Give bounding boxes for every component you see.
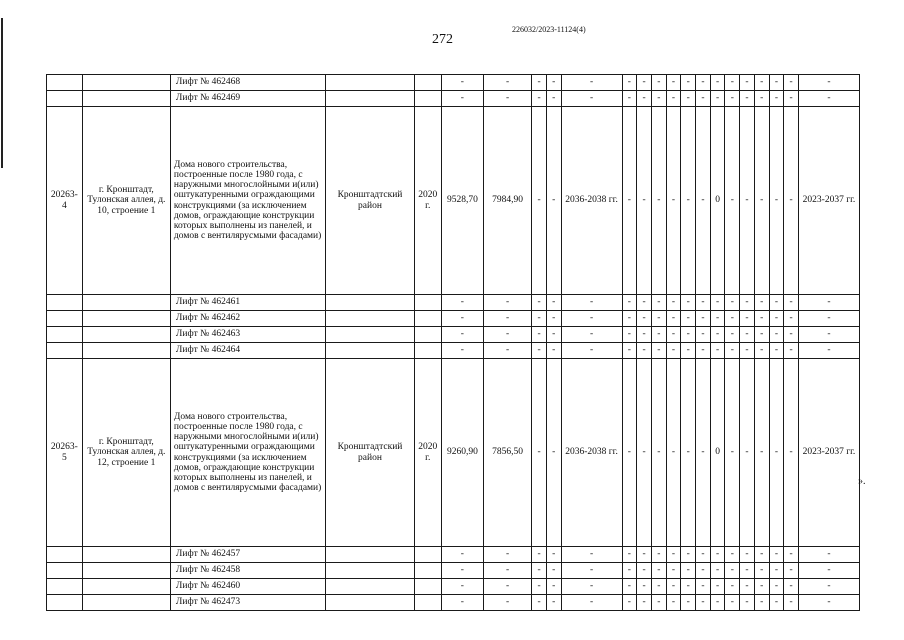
dash-cell: - bbox=[798, 327, 859, 343]
dash-cell: - bbox=[769, 75, 784, 91]
dash-cell: - bbox=[798, 343, 859, 359]
dash-cell: - bbox=[666, 547, 681, 563]
dash-cell: - bbox=[441, 311, 483, 327]
dash-cell: - bbox=[546, 75, 561, 91]
dash-cell: - bbox=[637, 359, 652, 547]
dash-cell: - bbox=[784, 91, 799, 107]
dash-cell: - bbox=[637, 579, 652, 595]
dash-cell: - bbox=[696, 343, 711, 359]
dash-cell: - bbox=[441, 595, 483, 611]
dash-cell: - bbox=[798, 295, 859, 311]
lift-row bbox=[47, 75, 860, 91]
dash-cell: - bbox=[710, 91, 725, 107]
number-cell bbox=[47, 91, 83, 107]
dash-cell: - bbox=[754, 595, 769, 611]
dash-cell: - bbox=[666, 595, 681, 611]
lift-row bbox=[47, 547, 860, 563]
dash-cell: - bbox=[546, 107, 561, 295]
dash-cell: - bbox=[666, 563, 681, 579]
address-cell bbox=[82, 295, 170, 311]
dash-cell: - bbox=[696, 75, 711, 91]
dash-cell: - bbox=[784, 595, 799, 611]
dash-cell: - bbox=[651, 107, 666, 295]
dash-cell: - bbox=[666, 91, 681, 107]
dash-cell: - bbox=[754, 327, 769, 343]
dash-cell: - bbox=[546, 311, 561, 327]
dash-cell: - bbox=[784, 311, 799, 327]
building-row bbox=[47, 359, 860, 547]
dash-cell: - bbox=[483, 343, 531, 359]
lift-row bbox=[47, 295, 860, 311]
dash-cell: - bbox=[651, 359, 666, 547]
year-cell bbox=[414, 563, 441, 579]
dash-cell: - bbox=[696, 295, 711, 311]
dash-cell: - bbox=[546, 91, 561, 107]
dash-cell: - bbox=[798, 311, 859, 327]
year-cell: 2020 г. bbox=[414, 107, 441, 295]
dash-cell: - bbox=[784, 563, 799, 579]
lift-row bbox=[47, 579, 860, 595]
dash-cell: - bbox=[769, 343, 784, 359]
dash-cell: - bbox=[769, 595, 784, 611]
dash-cell: - bbox=[740, 359, 755, 547]
dash-cell: - bbox=[532, 295, 547, 311]
dash-cell: - bbox=[725, 327, 740, 343]
dash-cell: - bbox=[622, 579, 637, 595]
year-cell: 2020 г. bbox=[414, 359, 441, 547]
year-cell bbox=[414, 595, 441, 611]
dash-cell: - bbox=[483, 563, 531, 579]
dash-cell: - bbox=[710, 579, 725, 595]
dash-cell: - bbox=[754, 107, 769, 295]
dash-cell: - bbox=[637, 295, 652, 311]
dash-cell: - bbox=[798, 91, 859, 107]
period-cell: 2036-2038 гг. bbox=[561, 107, 622, 295]
dash-cell: - bbox=[441, 579, 483, 595]
dash-cell: - bbox=[740, 595, 755, 611]
dash-cell: - bbox=[483, 75, 531, 91]
number-cell bbox=[47, 327, 83, 343]
dash-cell: - bbox=[441, 343, 483, 359]
dash-cell: - bbox=[681, 311, 696, 327]
year-cell bbox=[414, 91, 441, 107]
dash-cell: - bbox=[784, 327, 799, 343]
number-cell bbox=[47, 595, 83, 611]
dash-cell: - bbox=[784, 343, 799, 359]
district-cell bbox=[326, 343, 414, 359]
dash-cell: - bbox=[754, 563, 769, 579]
dash-cell: - bbox=[441, 327, 483, 343]
dash-cell: - bbox=[725, 107, 740, 295]
lift-name: Лифт № 462457 bbox=[170, 547, 325, 563]
dash-cell: - bbox=[561, 295, 622, 311]
dash-cell: - bbox=[637, 91, 652, 107]
dash-cell: - bbox=[681, 107, 696, 295]
document-code: 226032/2023-11124(4) bbox=[512, 25, 586, 34]
dash-cell: - bbox=[622, 547, 637, 563]
dash-cell: - bbox=[651, 75, 666, 91]
dash-cell: - bbox=[681, 563, 696, 579]
dash-cell: - bbox=[546, 327, 561, 343]
dash-cell: - bbox=[696, 579, 711, 595]
dash-cell: - bbox=[725, 311, 740, 327]
dash-cell: - bbox=[532, 563, 547, 579]
register-table bbox=[46, 74, 860, 611]
dash-cell: - bbox=[769, 295, 784, 311]
dash-cell: - bbox=[561, 311, 622, 327]
lift-row bbox=[47, 343, 860, 359]
dash-cell: - bbox=[532, 91, 547, 107]
lift-name: Лифт № 462458 bbox=[170, 563, 325, 579]
year-cell bbox=[414, 295, 441, 311]
dash-cell: - bbox=[798, 579, 859, 595]
dash-cell: - bbox=[769, 563, 784, 579]
dash-cell: - bbox=[754, 343, 769, 359]
lift-name: Лифт № 462464 bbox=[170, 343, 325, 359]
dash-cell: - bbox=[532, 579, 547, 595]
dash-cell: - bbox=[441, 547, 483, 563]
dash-cell: - bbox=[561, 343, 622, 359]
dash-cell: - bbox=[696, 359, 711, 547]
dash-cell: - bbox=[532, 359, 547, 547]
zero-cell: 0 bbox=[710, 107, 725, 295]
dash-cell: - bbox=[651, 327, 666, 343]
dash-cell: - bbox=[546, 579, 561, 595]
number-cell bbox=[47, 579, 83, 595]
dash-cell: - bbox=[637, 343, 652, 359]
dash-cell: - bbox=[637, 595, 652, 611]
dash-cell: - bbox=[561, 547, 622, 563]
dash-cell: - bbox=[740, 343, 755, 359]
period-cell: 2036-2038 гг. bbox=[561, 359, 622, 547]
living-area-cell: 7984,90 bbox=[483, 107, 531, 295]
dash-cell: - bbox=[769, 579, 784, 595]
dash-cell: - bbox=[740, 563, 755, 579]
dash-cell: - bbox=[651, 295, 666, 311]
dash-cell: - bbox=[622, 295, 637, 311]
page-number: 272 bbox=[432, 32, 453, 47]
dash-cell: - bbox=[710, 327, 725, 343]
dash-cell: - bbox=[740, 75, 755, 91]
lift-name: Лифт № 462461 bbox=[170, 295, 325, 311]
lift-row bbox=[47, 595, 860, 611]
lift-row bbox=[47, 91, 860, 107]
number-cell bbox=[47, 563, 83, 579]
dash-cell: - bbox=[546, 563, 561, 579]
scan-edge-mark bbox=[1, 18, 3, 168]
dash-cell: - bbox=[666, 75, 681, 91]
dash-cell: - bbox=[798, 75, 859, 91]
dash-cell: - bbox=[622, 311, 637, 327]
lift-name: Лифт № 462469 bbox=[170, 91, 325, 107]
dash-cell: - bbox=[681, 327, 696, 343]
dash-cell: - bbox=[725, 75, 740, 91]
dash-cell: - bbox=[740, 311, 755, 327]
dash-cell: - bbox=[725, 343, 740, 359]
dash-cell: - bbox=[769, 107, 784, 295]
construction-description: Дома нового строительства, построенные после 1980 года, с наружными многослойными и(или) оштукатуренными ограждающими конструкциями (за исключением домов, ограждающие конструкции которых выполнены из панелей, и домов с вентилярусмыми фасадами) bbox=[170, 359, 325, 547]
district-cell bbox=[326, 579, 414, 595]
dash-cell: - bbox=[769, 311, 784, 327]
dash-cell: - bbox=[754, 91, 769, 107]
construction-description: Дома нового строительства, построенные после 1980 года, с наружными многослойными и(или) оштукатуренными ограждающими конструкциями (за исключением домов, ограждающие конструкции которых выполнены из панелей, и домов с вентилярусмыми фасадами) bbox=[170, 107, 325, 295]
dash-cell: - bbox=[725, 359, 740, 547]
dash-cell: - bbox=[740, 327, 755, 343]
dash-cell: - bbox=[666, 295, 681, 311]
dash-cell: - bbox=[483, 327, 531, 343]
lift-row bbox=[47, 311, 860, 327]
dash-cell: - bbox=[666, 579, 681, 595]
dash-cell: - bbox=[710, 311, 725, 327]
dash-cell: - bbox=[637, 107, 652, 295]
record-number: 20263-5 bbox=[47, 359, 83, 547]
dash-cell: - bbox=[784, 579, 799, 595]
address-cell bbox=[82, 563, 170, 579]
dash-cell: - bbox=[710, 343, 725, 359]
dash-cell: - bbox=[483, 311, 531, 327]
dash-cell: - bbox=[651, 579, 666, 595]
dash-cell: - bbox=[546, 547, 561, 563]
dash-cell: - bbox=[710, 563, 725, 579]
dash-cell: - bbox=[681, 579, 696, 595]
dash-cell: - bbox=[441, 295, 483, 311]
dash-cell: - bbox=[666, 327, 681, 343]
dash-cell: - bbox=[622, 75, 637, 91]
dash-cell: - bbox=[710, 547, 725, 563]
closing-mark: ». bbox=[858, 476, 866, 487]
dash-cell: - bbox=[666, 343, 681, 359]
dash-cell: - bbox=[483, 579, 531, 595]
dash-cell: - bbox=[637, 563, 652, 579]
dash-cell: - bbox=[681, 75, 696, 91]
dash-cell: - bbox=[546, 595, 561, 611]
district-cell bbox=[326, 563, 414, 579]
dash-cell: - bbox=[651, 91, 666, 107]
dash-cell: - bbox=[696, 595, 711, 611]
address-cell bbox=[82, 75, 170, 91]
dash-cell: - bbox=[532, 107, 547, 295]
dash-cell: - bbox=[651, 343, 666, 359]
dash-cell: - bbox=[725, 547, 740, 563]
dash-cell: - bbox=[754, 547, 769, 563]
dash-cell: - bbox=[441, 563, 483, 579]
dash-cell: - bbox=[666, 107, 681, 295]
dash-cell: - bbox=[740, 91, 755, 107]
district-cell bbox=[326, 547, 414, 563]
dash-cell: - bbox=[740, 295, 755, 311]
dash-cell: - bbox=[441, 75, 483, 91]
dash-cell: - bbox=[681, 91, 696, 107]
dash-cell: - bbox=[637, 75, 652, 91]
dash-cell: - bbox=[532, 311, 547, 327]
dash-cell: - bbox=[561, 563, 622, 579]
dash-cell: - bbox=[546, 359, 561, 547]
lift-row bbox=[47, 563, 860, 579]
dash-cell: - bbox=[637, 547, 652, 563]
dash-cell: - bbox=[666, 359, 681, 547]
dash-cell: - bbox=[710, 295, 725, 311]
dash-cell: - bbox=[798, 595, 859, 611]
dash-cell: - bbox=[532, 547, 547, 563]
dash-cell: - bbox=[754, 579, 769, 595]
dash-cell: - bbox=[651, 311, 666, 327]
address-cell bbox=[82, 595, 170, 611]
dash-cell: - bbox=[696, 563, 711, 579]
year-cell bbox=[414, 75, 441, 91]
number-cell bbox=[47, 75, 83, 91]
zero-cell: 0 bbox=[710, 359, 725, 547]
dash-cell: - bbox=[532, 327, 547, 343]
dash-cell: - bbox=[622, 563, 637, 579]
dash-cell: - bbox=[546, 343, 561, 359]
dash-cell: - bbox=[740, 547, 755, 563]
dash-cell: - bbox=[637, 327, 652, 343]
lift-name: Лифт № 462468 bbox=[170, 75, 325, 91]
total-area-cell: 9260,90 bbox=[441, 359, 483, 547]
dash-cell: - bbox=[561, 595, 622, 611]
dash-cell: - bbox=[710, 595, 725, 611]
lift-name: Лифт № 462473 bbox=[170, 595, 325, 611]
address-cell bbox=[82, 547, 170, 563]
year-cell bbox=[414, 547, 441, 563]
dash-cell: - bbox=[681, 595, 696, 611]
dash-cell: - bbox=[561, 91, 622, 107]
total-area-cell: 9528,70 bbox=[441, 107, 483, 295]
year-cell bbox=[414, 327, 441, 343]
dash-cell: - bbox=[740, 579, 755, 595]
building-row bbox=[47, 107, 860, 295]
year-cell bbox=[414, 311, 441, 327]
dash-cell: - bbox=[710, 75, 725, 91]
dash-cell: - bbox=[725, 579, 740, 595]
dash-cell: - bbox=[769, 359, 784, 547]
address-cell bbox=[82, 343, 170, 359]
number-cell bbox=[47, 295, 83, 311]
dash-cell: - bbox=[532, 343, 547, 359]
dash-cell: - bbox=[483, 91, 531, 107]
dash-cell: - bbox=[622, 91, 637, 107]
dash-cell: - bbox=[696, 311, 711, 327]
district-cell bbox=[326, 327, 414, 343]
address-cell: г. Кронштадт, Тулонская аллея, д. 12, строение 1 bbox=[82, 359, 170, 547]
number-cell bbox=[47, 343, 83, 359]
district-cell bbox=[326, 595, 414, 611]
dash-cell: - bbox=[622, 359, 637, 547]
district-cell bbox=[326, 311, 414, 327]
dash-cell: - bbox=[769, 547, 784, 563]
year-cell bbox=[414, 579, 441, 595]
district-cell: Кронштадтский район bbox=[326, 107, 414, 295]
dash-cell: - bbox=[798, 547, 859, 563]
lift-name: Лифт № 462463 bbox=[170, 327, 325, 343]
dash-cell: - bbox=[622, 107, 637, 295]
dash-cell: - bbox=[754, 359, 769, 547]
dash-cell: - bbox=[681, 295, 696, 311]
dash-cell: - bbox=[622, 343, 637, 359]
dash-cell: - bbox=[784, 359, 799, 547]
address-cell bbox=[82, 327, 170, 343]
dash-cell: - bbox=[561, 327, 622, 343]
dash-cell: - bbox=[441, 91, 483, 107]
dash-cell: - bbox=[754, 311, 769, 327]
district-cell bbox=[326, 91, 414, 107]
dash-cell: - bbox=[725, 595, 740, 611]
dash-cell: - bbox=[784, 295, 799, 311]
dash-cell: - bbox=[769, 327, 784, 343]
dash-cell: - bbox=[651, 547, 666, 563]
year-cell bbox=[414, 343, 441, 359]
dash-cell: - bbox=[696, 327, 711, 343]
dash-cell: - bbox=[637, 311, 652, 327]
dash-cell: - bbox=[681, 359, 696, 547]
dash-cell: - bbox=[725, 563, 740, 579]
dash-cell: - bbox=[769, 91, 784, 107]
living-area-cell: 7856,50 bbox=[483, 359, 531, 547]
dash-cell: - bbox=[561, 579, 622, 595]
final-period-cell: 2023-2037 гг. bbox=[798, 107, 859, 295]
address-cell bbox=[82, 91, 170, 107]
number-cell bbox=[47, 547, 83, 563]
dash-cell: - bbox=[622, 595, 637, 611]
dash-cell: - bbox=[798, 563, 859, 579]
dash-cell: - bbox=[681, 343, 696, 359]
dash-cell: - bbox=[754, 75, 769, 91]
district-cell: Кронштадтский район bbox=[326, 359, 414, 547]
lift-name: Лифт № 462462 bbox=[170, 311, 325, 327]
district-cell bbox=[326, 75, 414, 91]
dash-cell: - bbox=[622, 327, 637, 343]
dash-cell: - bbox=[784, 547, 799, 563]
number-cell bbox=[47, 311, 83, 327]
district-cell bbox=[326, 295, 414, 311]
dash-cell: - bbox=[483, 295, 531, 311]
dash-cell: - bbox=[725, 91, 740, 107]
address-cell bbox=[82, 311, 170, 327]
dash-cell: - bbox=[696, 107, 711, 295]
dash-cell: - bbox=[651, 563, 666, 579]
dash-cell: - bbox=[483, 595, 531, 611]
dash-cell: - bbox=[754, 295, 769, 311]
lift-name: Лифт № 462460 bbox=[170, 579, 325, 595]
address-cell: г. Кронштадт, Тулонская аллея, д. 10, строение 1 bbox=[82, 107, 170, 295]
dash-cell: - bbox=[784, 107, 799, 295]
dash-cell: - bbox=[696, 91, 711, 107]
dash-cell: - bbox=[740, 107, 755, 295]
dash-cell: - bbox=[651, 595, 666, 611]
dash-cell: - bbox=[725, 295, 740, 311]
final-period-cell: 2023-2037 гг. bbox=[798, 359, 859, 547]
dash-cell: - bbox=[532, 75, 547, 91]
dash-cell: - bbox=[696, 547, 711, 563]
dash-cell: - bbox=[666, 311, 681, 327]
dash-cell: - bbox=[532, 595, 547, 611]
dash-cell: - bbox=[784, 75, 799, 91]
dash-cell: - bbox=[681, 547, 696, 563]
dash-cell: - bbox=[483, 547, 531, 563]
dash-cell: - bbox=[561, 75, 622, 91]
record-number: 20263-4 bbox=[47, 107, 83, 295]
address-cell bbox=[82, 579, 170, 595]
lift-row bbox=[47, 327, 860, 343]
dash-cell: - bbox=[546, 295, 561, 311]
